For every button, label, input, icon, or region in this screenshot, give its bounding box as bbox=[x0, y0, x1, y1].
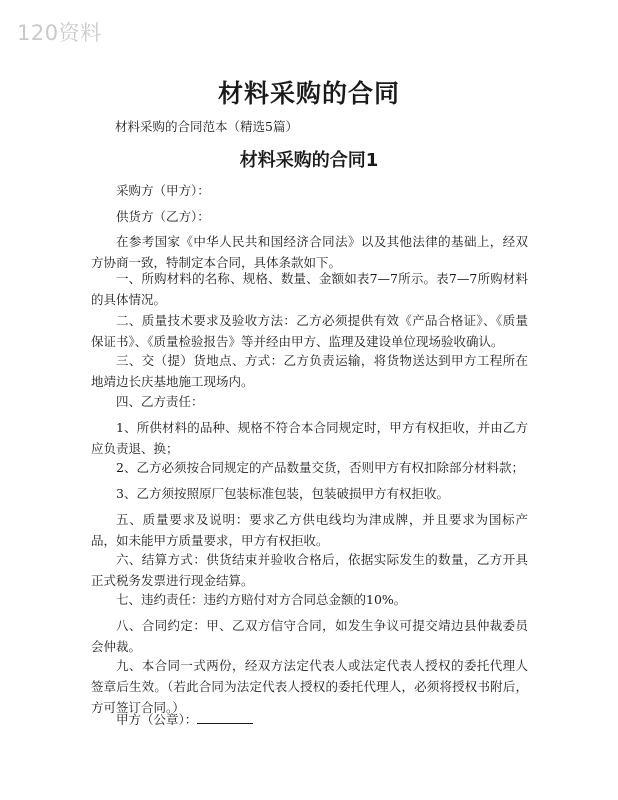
section-title: 材料采购的合同1 bbox=[239, 150, 379, 171]
clause-9: 九、本合同一式两份，经双方法定代表人或法定代表人授权的委托代理人签章后生效。（若此合同为法定代表人授权的委托代理人，必须将授权书附后，方可签订合同。） bbox=[91, 658, 528, 715]
document-subtitle: 材料采购的合同范本（精选5篇） bbox=[115, 119, 298, 134]
watermark-logo: 120资料 bbox=[17, 21, 102, 45]
clause-7: 七、违约责任：违约方赔付对方合同总金额的10%。 bbox=[116, 592, 407, 607]
clause-4: 四、乙方责任： bbox=[116, 394, 204, 409]
clause-4-item-2: 2、乙方必须按合同规定的产品数量交货，否则甲方有权扣除部分材料款； bbox=[116, 460, 524, 475]
buyer-line: 采购方（甲方）： bbox=[116, 183, 210, 198]
intro-paragraph: 在参考国家《中华人民共和国经济合同法》以及其他法律的基础上，经双方协商一致，特制定本合同，具体条款如下。 bbox=[91, 234, 528, 270]
document-title: 材料采购的合同 bbox=[217, 79, 400, 108]
clause-4-item-1: 1、所供材料的品种、规格不符合本合同规定时，甲方有权拒收，并由乙方应负责退、换； bbox=[91, 420, 528, 456]
party-a-seal-line bbox=[91, 709, 528, 730]
signature-blank bbox=[197, 709, 253, 724]
clause-1: 一、所购材料的名称、规格、数量、金额如表7—7所示。表7—7所购材料的具体情况。 bbox=[91, 271, 528, 307]
clause-8: 八、合同约定：甲、乙双方信守合同，如发生争议可提交靖边县仲裁委员会仲裁。 bbox=[91, 618, 528, 654]
clause-2: 二、质量技术要求及验收方法：乙方必须提供有效《产品合格证》、《质量保证书》、《质量检验报告》等并经由甲方、监理及建设单位现场验收确认。 bbox=[91, 313, 528, 349]
clause-3: 三、交（提）货地点、方式：乙方负责运输，将货物送达到甲方工程所在地靖边长庆基地施工现场内。 bbox=[91, 353, 528, 389]
party-a-seal-label: 甲方（公章）： bbox=[116, 712, 198, 727]
clause-6: 六、结算方式：供货结束并验收合格后，依据实际发生的数量，乙方开具正式税务发票进行现金结算。 bbox=[91, 552, 528, 588]
clause-4-item-3: 3、乙方须按照原厂包装标准包装，包装破损甲方有权拒收。 bbox=[116, 486, 449, 501]
clause-5: 五、质量要求及说明：要求乙方供电线均为津成牌，并且要求为国标产品，如未能甲方质量要求，甲方有权拒收。 bbox=[91, 512, 528, 548]
supplier-line: 供货方（乙方）： bbox=[116, 209, 210, 224]
